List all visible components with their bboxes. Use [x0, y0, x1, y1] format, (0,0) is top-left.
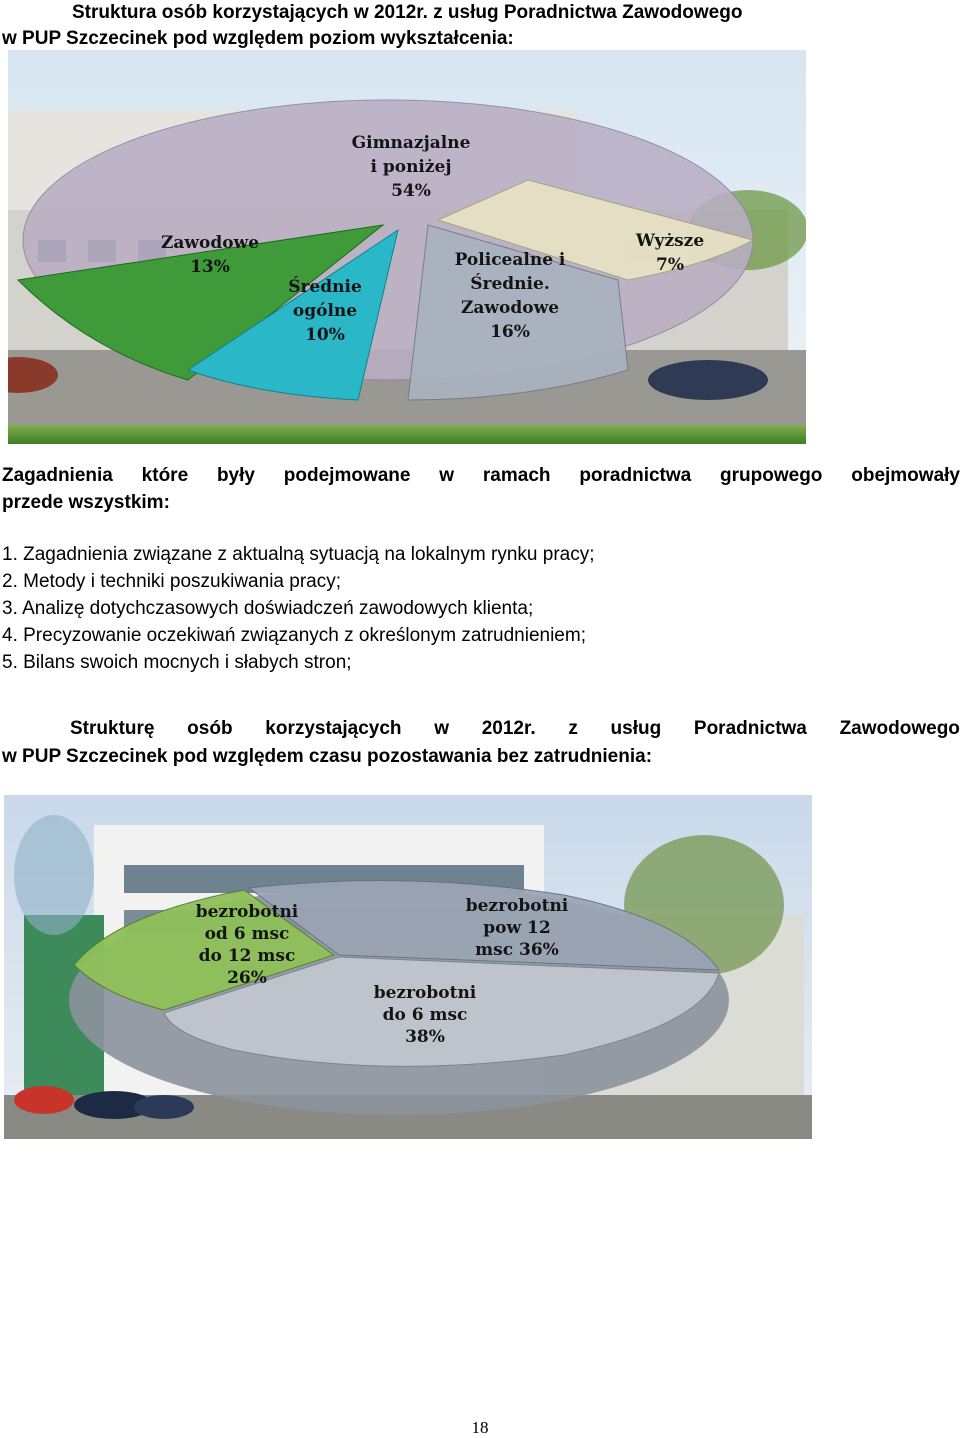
pie-label-line: Policealne i	[454, 250, 566, 270]
word: w	[434, 718, 449, 739]
pie-label-line: i poniżej	[370, 157, 452, 177]
page-number: 18	[471, 1418, 489, 1437]
word: osób	[187, 718, 233, 739]
pie-label-line: Wyższe	[635, 231, 705, 251]
section1-title	[0, 0, 960, 52]
unemployment-pie-chart	[4, 795, 812, 1139]
word: usług	[610, 718, 662, 739]
section1-title-line1: Struktura osób korzystających w 2012r. z usług Poradnictwa Zawodowego	[72, 2, 743, 23]
word: Poradnictwa	[693, 718, 807, 739]
pie-label-line: 10%	[305, 325, 345, 345]
word: 2012r.	[481, 718, 536, 739]
word: były	[216, 465, 255, 486]
word: obejmowały	[851, 465, 960, 486]
pie-label-line: 13%	[190, 257, 230, 277]
list-item: 1. Zagadnienia związane z aktualną sytuacją na lokalnym rynku pracy;	[2, 544, 595, 565]
pie-label-line: 38%	[405, 1027, 445, 1047]
word: z	[568, 718, 578, 739]
word: w	[439, 465, 455, 486]
pie-label-line: Średnie	[288, 277, 362, 297]
pie-label-line: bezrobotni	[465, 896, 569, 916]
pie-label-line: 26%	[227, 968, 267, 988]
list-item: 2. Metody i techniki poszukiwania pracy;	[2, 571, 341, 592]
word: Zagadnienia	[2, 465, 113, 486]
pie-label-line: od 6 msc	[204, 924, 290, 944]
pie-label-line: 16%	[490, 322, 530, 342]
pie-label-line: msc 36%	[475, 940, 559, 960]
word: Strukturę	[70, 718, 155, 739]
intro-paragraph	[2, 462, 960, 516]
pie-label-line: pow 12	[483, 918, 551, 938]
pie-label-line: bezrobotni	[373, 983, 477, 1003]
pie-label-line: bezrobotni	[195, 902, 299, 922]
intro-paragraph-line1	[2, 462, 960, 489]
list-item: 5. Bilans swoich mocnych i słabych stron;	[2, 652, 352, 673]
word: podejmowane	[283, 465, 411, 486]
list-item: 3. Analizę dotychczasowych doświadczeń zawodowych klienta;	[2, 598, 534, 619]
education-pie-chart	[8, 50, 806, 444]
section1-title-line2: w PUP Szczecinek pod względem poziom wykształcenia:	[2, 28, 514, 49]
pie-label-line: 54%	[391, 181, 431, 201]
section2-title-line1	[2, 715, 960, 743]
pie-label-line: do 6 msc	[382, 1005, 468, 1025]
pie-label-line: Gimnazjalne	[351, 133, 471, 153]
list-item: 4. Precyzowanie oczekiwań związanych z określonym zatrudnieniem;	[2, 625, 586, 646]
pie-label-line: ogólne	[292, 301, 358, 321]
section2-title-line2: w PUP Szczecinek pod względem czasu pozostawania bez zatrudnienia:	[2, 746, 653, 767]
word: ramach	[482, 465, 551, 486]
word: poradnictwa	[579, 465, 692, 486]
intro-paragraph-line2: przede wszystkim:	[2, 492, 170, 513]
pie-label-line: do 12 msc	[198, 946, 296, 966]
topics-list	[2, 541, 960, 676]
section2-title	[2, 715, 960, 771]
word: grupowego	[720, 465, 823, 486]
word: korzystających	[265, 718, 402, 739]
pie-label-line: Zawodowe	[460, 298, 560, 318]
pie-label-line: Zawodowe	[160, 233, 260, 253]
word: Zawodowego	[839, 718, 960, 739]
word: które	[141, 465, 189, 486]
pie-label-line: Średnie.	[470, 274, 550, 294]
pie-label-line: 7%	[656, 255, 684, 275]
